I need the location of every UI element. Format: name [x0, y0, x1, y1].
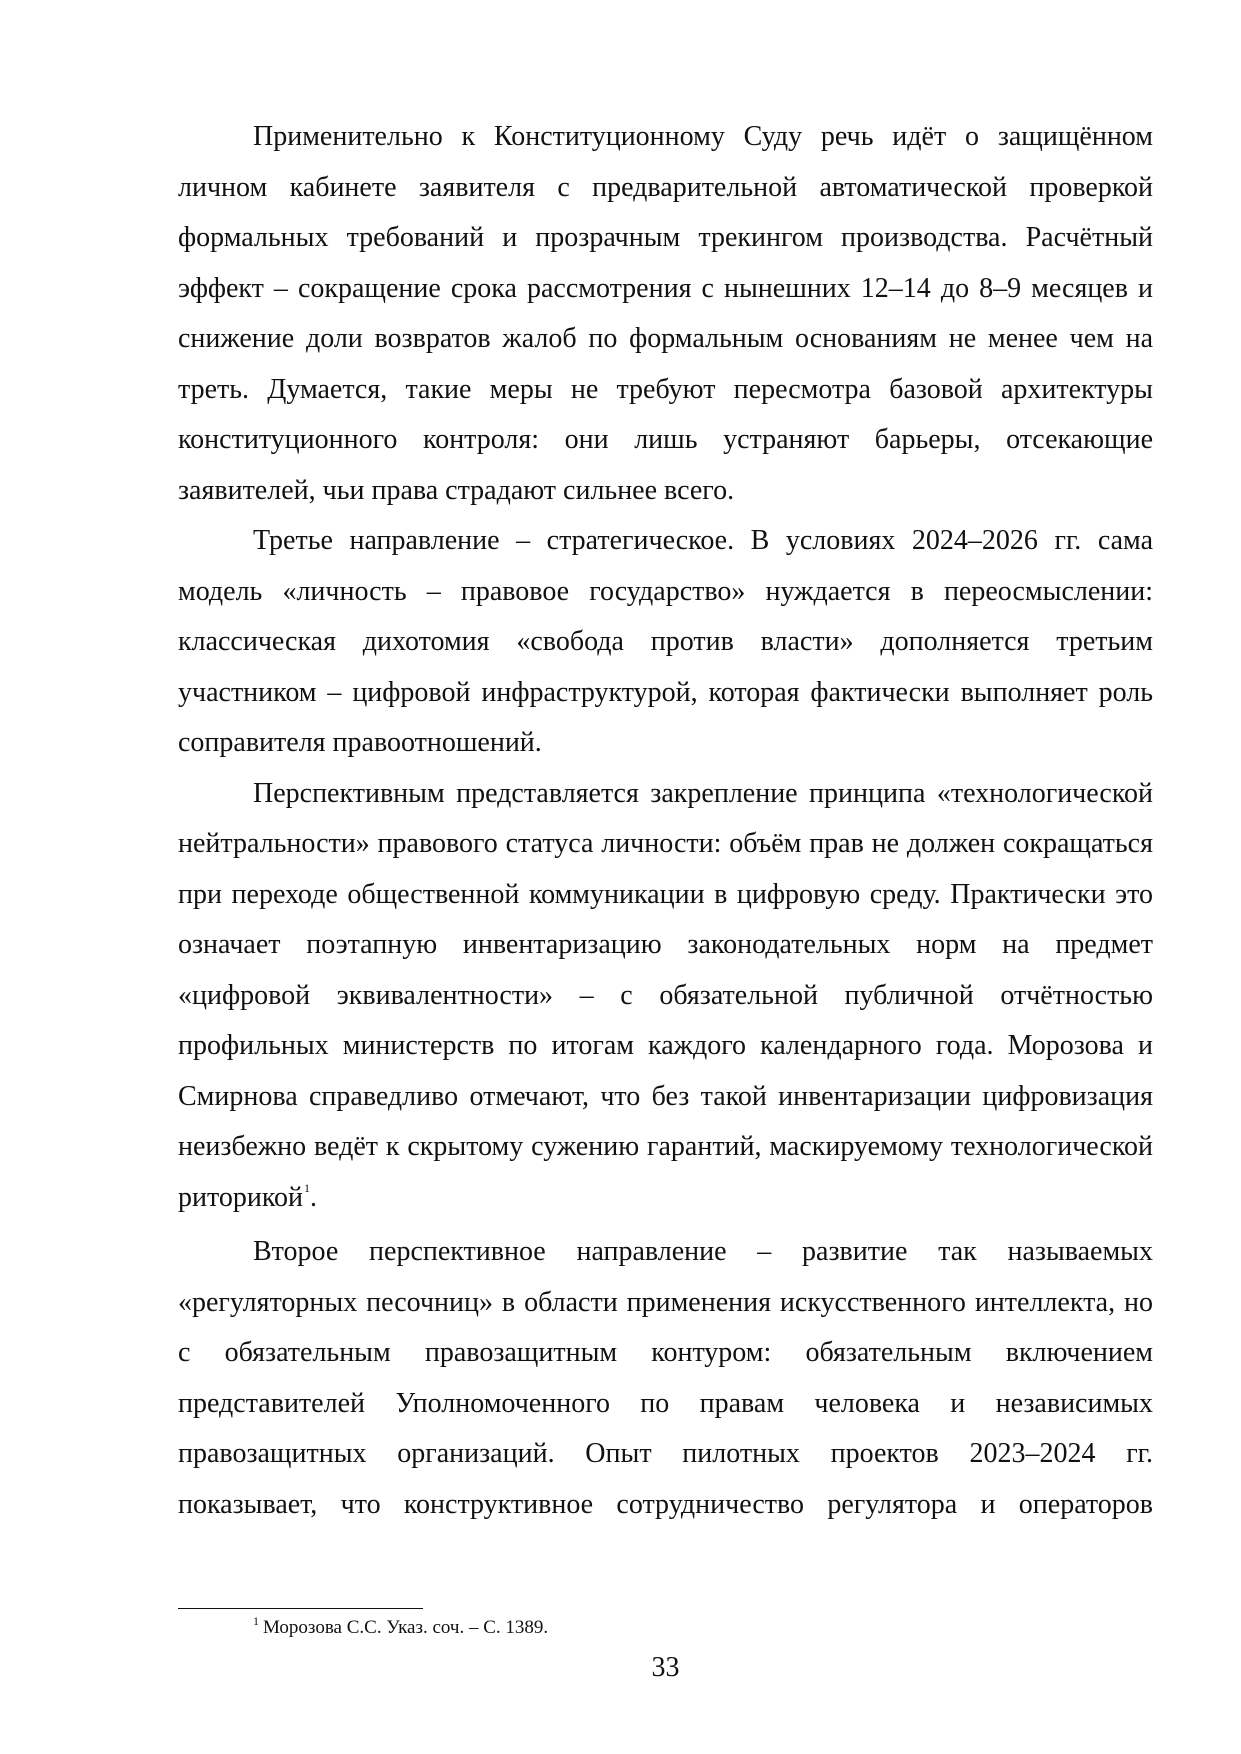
paragraph-1: Применительно к Конституционному Суду речь идёт о защищённом личном кабинете заявителя с предварительной автоматической проверкой формальных требований и прозрачным трекингом производства. Расчётный эффект – сокращение срока рассмотрения с нынешних 12–14 до 8–9 месяцев и снижение доли возвратов жалоб по формальным основаниям не менее чем на треть. Думается, такие меры не требуют пересмотра базовой архитектуры конституционного контроля: они лишь устраняют барьеры, отсекающие заявителей, чьи права страдают сильнее всего. — [178, 121, 1153, 506]
paragraph-3-tail: . — [310, 1181, 318, 1213]
footnote-reference[interactable]: 1 — [304, 1180, 311, 1195]
footnote — [253, 1615, 548, 1642]
footnote-text: Морозова С.С. Указ. соч. – С. 1389. — [263, 1617, 549, 1638]
paragraph-3-text: Перспективным представляется закрепление принципа «технологической нейтральности» правового статуса личности: объём прав не должен сокращаться при переходе общественной коммуникации в цифровую среду. Практически это означает поэтапную инвентаризацию законодательных норм на предмет «цифровой эквивалентности» – с обязательной публичной отчётностью профильных министерств по итогам каждого календарного года. Морозова и Смирнова справедливо отмечают, что без такой инвентаризации цифровизация неизбежно ведёт к скрытому сужению гарантий, маскируемому технологической риторикой — [178, 777, 1153, 1213]
body-text — [178, 112, 1153, 1530]
footnote-separator — [178, 1608, 423, 1609]
page-number: 33 — [651, 1652, 680, 1683]
paragraph-4: Второе перспективное направление – развитие так называемых «регуляторных песочниц» в области применения искусственного интеллекта, но с обязательным правозащитным контуром: обязательным включением представителей Уполномоченного по правам человека и независимых правозащитных организаций. Опыт пилотных проектов 2023–2024 гг. показывает, что конструктивное сотрудничество регулятора и операторов — [178, 1236, 1153, 1520]
footnote-mark: 1 — [253, 1614, 259, 1628]
paragraph-2: Третье направление – стратегическое. В условиях 2024–2026 гг. сама модель «личность – правовое государство» нуждается в переосмыслении: классическая дихотомия «свобода против власти» дополняется третьим участником – цифровой инфраструктурой, которая фактически выполняет роль соправителя правоотношений. — [178, 525, 1153, 758]
paragraph-3 — [178, 769, 1153, 1228]
